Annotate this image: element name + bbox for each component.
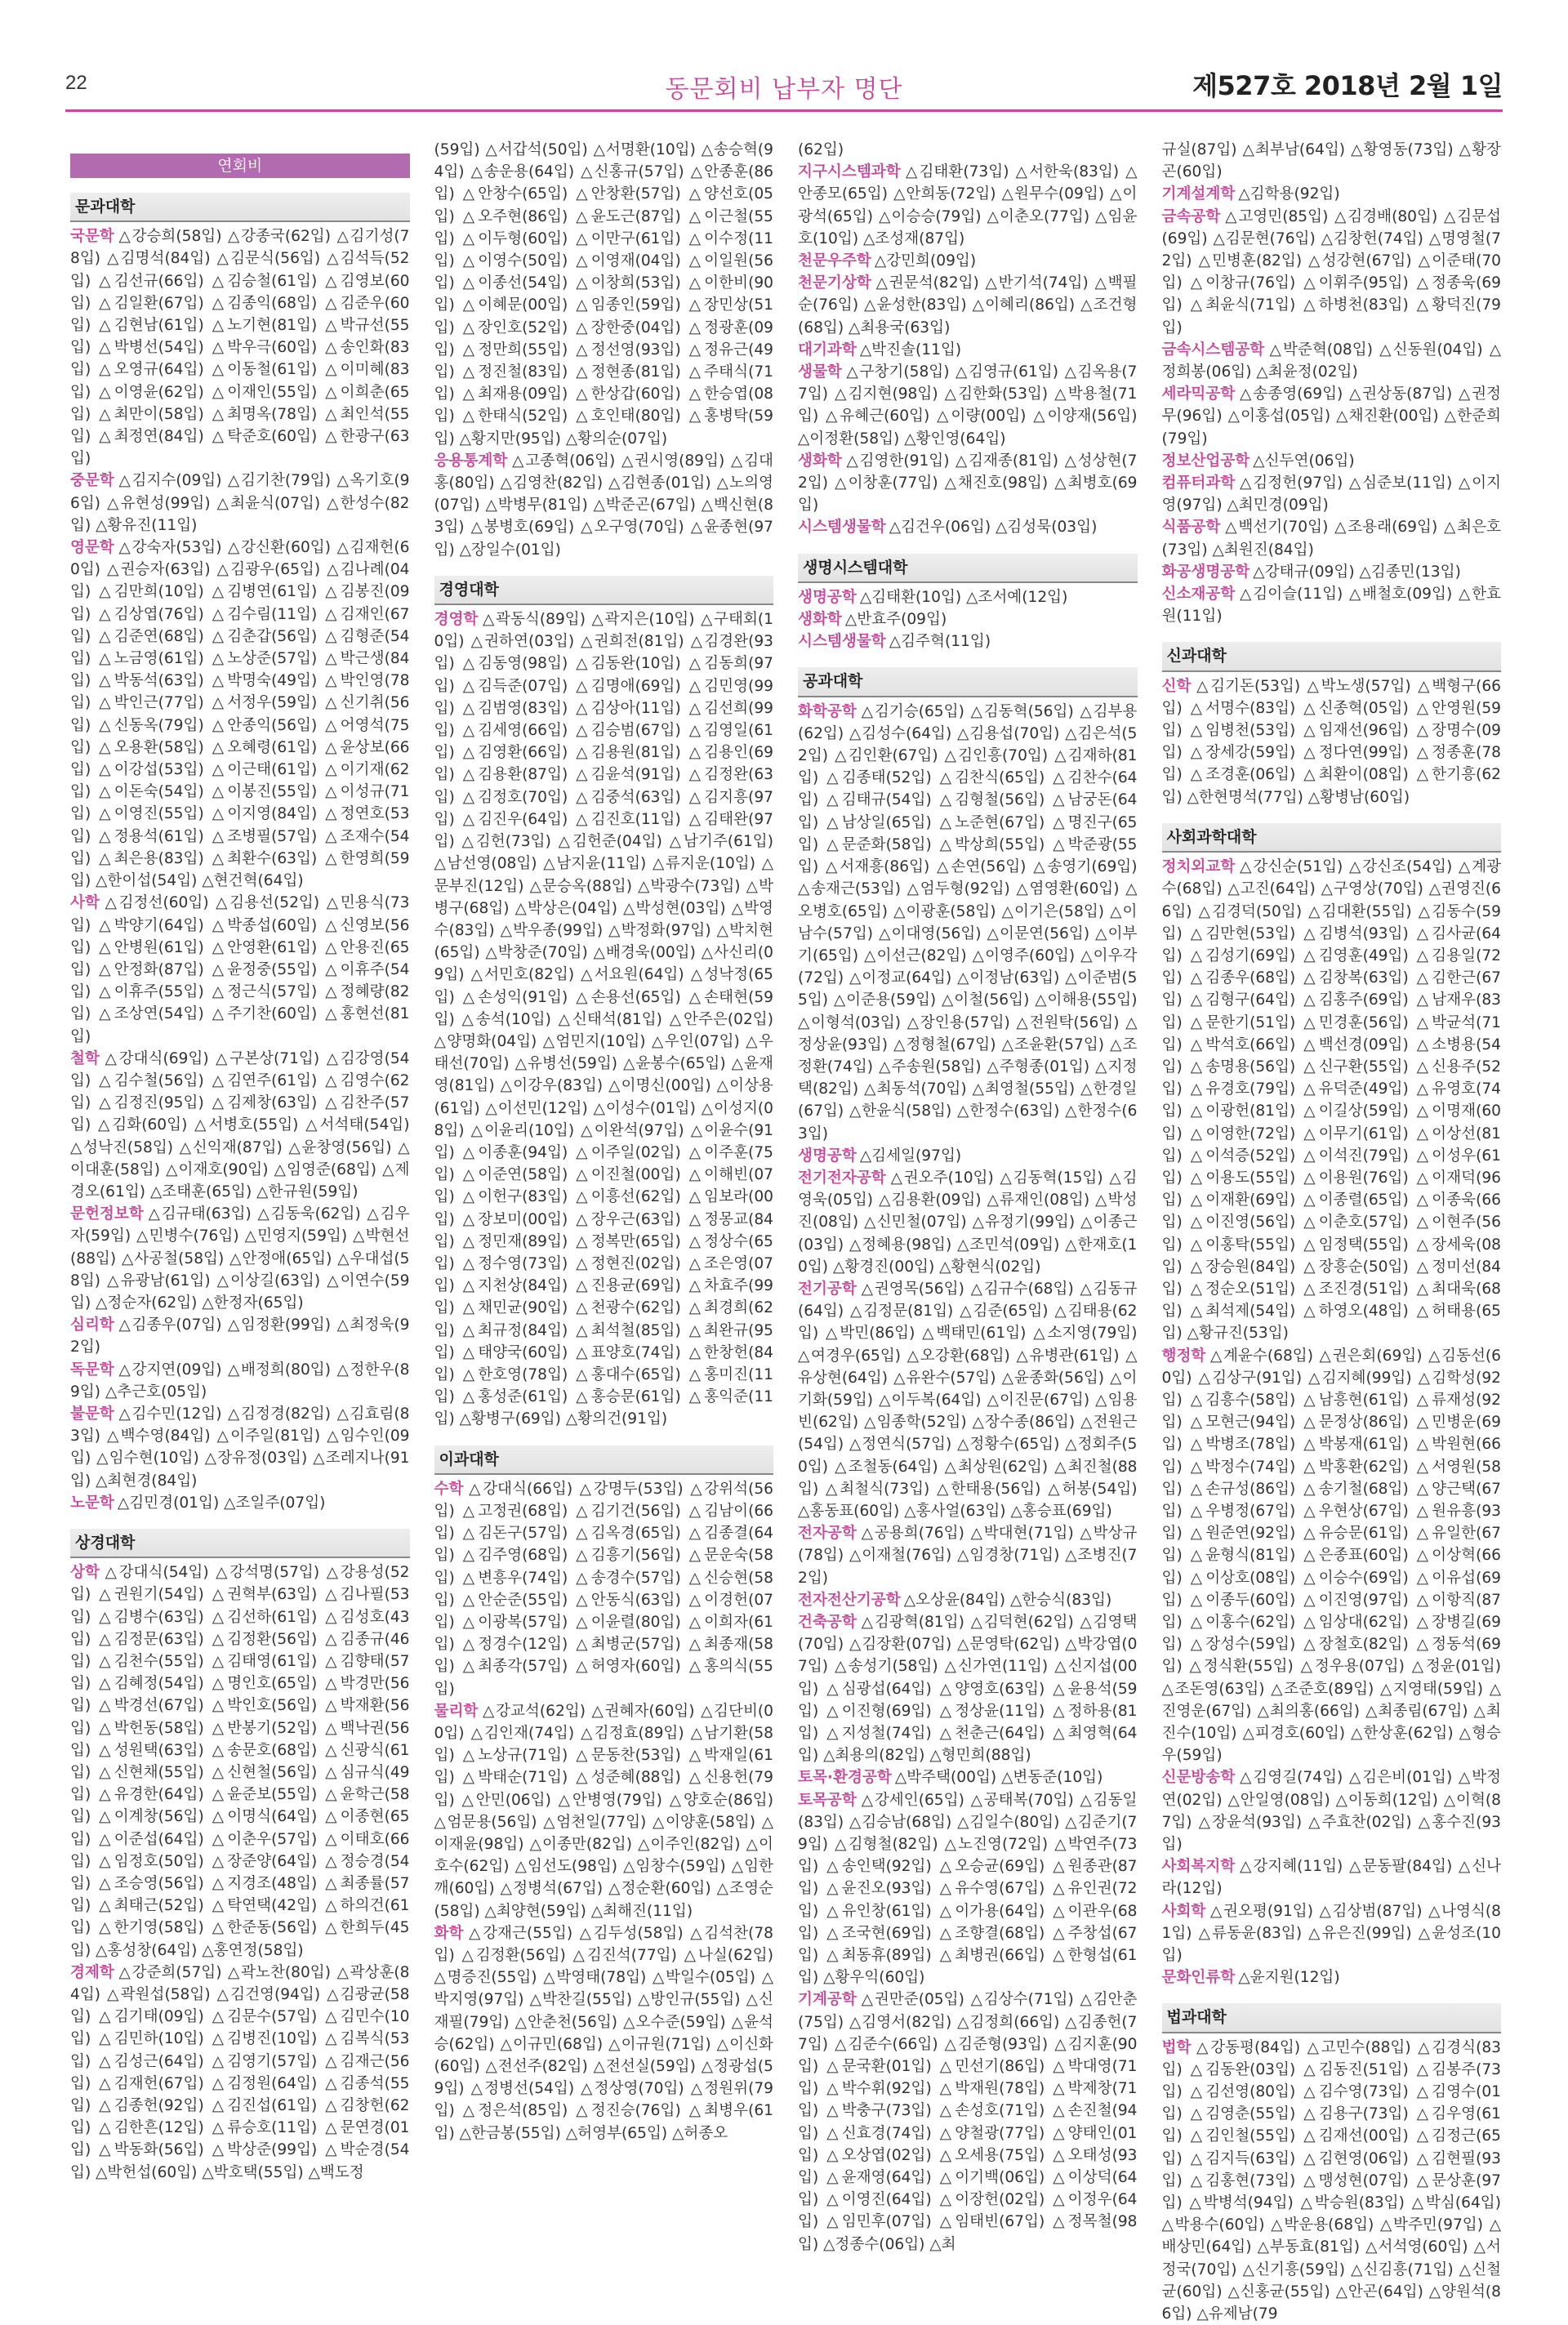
donor-names: △강태규(09입) △김종민(13입) bbox=[1253, 563, 1461, 581]
department-entry bbox=[1162, 206, 1502, 339]
department-name: 화학 bbox=[434, 1924, 464, 1942]
department-name: 불문학 bbox=[70, 1405, 114, 1423]
donor-names: △김지수(09입) △김기찬(79입) △옥기호(96입) △유현성(99입) △최윤식(07입) △한성수(82입) △황유진(11입) bbox=[70, 472, 410, 534]
department-name: 영문학 bbox=[70, 539, 114, 557]
department-name: 국문학 bbox=[70, 228, 114, 246]
department-entry bbox=[1162, 1966, 1502, 1989]
department-entry bbox=[798, 1167, 1138, 1278]
donor-names: △박주택(00입) △변동준(10입) bbox=[894, 1769, 1103, 1787]
donor-names: △김종우(07입) △임정환(99입) △최정욱(92입) bbox=[70, 1316, 410, 1356]
department-entry bbox=[70, 470, 410, 537]
department-entry bbox=[1162, 339, 1502, 383]
donor-names: △강대식(66입) △강명두(53입) △강위석(56입) △고정권(68입) △김기건(56입) △김남이(66입) △김돈구(57입) △김옥경(65입) △김종결(64입) △김주영(68입) △김흥기(56입) △문운숙(58입) △변흥우(74입) △송경수(57입) △신승현(58입) △안순준(55입) △안동식(63입) △이경헌(07입) △이광복(57입) △이윤렬(80입) △이희자(61입) △정경수(12입) △최병군(57입) △최종재(58입) △최종각(57입) △허영자(60입) △홍의식(55입) bbox=[434, 1480, 773, 1698]
donor-names: △강교석(62입) △권혜자(60입) △김단비(00입) △김인재(74입) △김정효(89입) △남기환(58입) △노상규(71입) △문동찬(53입) △박재일(61입) △박태순(71입) △성준혜(88입) △신용헌(79입) △안민(06입) △안병영(79입) △양호순(86입) △엄문용(56입) △엄천일(77입) △이양훈(58입) △이재윤(98입) △이종만(82입) △이주인(82입) △이호수(62입) △임선도(98입) △임창수(59입) △임한깨(60입) △정병석(67입) △정순환(60입) △조영순(58입) △최양현(59입) △최해진(11입) bbox=[434, 1702, 773, 1920]
department-entry bbox=[798, 701, 1138, 1145]
department-entry bbox=[798, 630, 1138, 653]
department-entry bbox=[798, 361, 1138, 450]
college-heading: 경영대학 bbox=[434, 576, 774, 605]
department-entry bbox=[70, 1359, 410, 1403]
department-entry bbox=[70, 1403, 410, 1492]
department-name: 물리학 bbox=[434, 1702, 479, 1720]
department-name: 식품공학 bbox=[1161, 519, 1221, 537]
department-name: 정치외교학 bbox=[1161, 858, 1236, 876]
section-banner: 연회비 bbox=[70, 154, 410, 178]
department-name: 신소재공학 bbox=[1161, 586, 1236, 604]
donor-names: △강승희(58입) △강종국(62입) △김기성(78입) △김명석(84입) △김문식(56입) △김석득(52입) △김선규(66입) △김승철(61입) △김영보(60입) △김일환(67입) △김종익(68입) △김준우(60입) △김현남(61입) △노기현(81입) △박규선(55입) △박병선(54입) △박우극(60입) △송인화(83입) △오영규(64입) △이동철(61입) △이미혜(83입) △이영윤(62입) △이재인(55입) △이희춘(65입) △최만이(58입) △최명옥(78입) △최인석(55입) △최정연(84입) △탁준호(60입) △한광구(63입) bbox=[70, 228, 410, 468]
donor-names: △강동평(84입) △고민수(88입) △김경식(83입) △김동완(03입) △김동진(51입) △김봉주(73입) △김선영(80입) △김수영(73입) △김영수(01입) △김영춘(55입) △김용구(73입) △김우영(61입) △김인철(55입) △김재선(00입) △김정근(65입) △김지득(63입) △김현영(06입) △김현필(93입) △김홍현(73입) △맹성현(07입) △문상훈(97입) △박병석(94입) △박승원(83입) △박심(64입) △박용수(60입) △박운용(68입) △박주민(97입) △배상민(64입) △부동효(81입) △서석영(60입) △서정국(70입) △신기흥(59입) △신김흥(71입) △신철균(60입) △신홍균(55입) △안곤(64입) △양원석(86입) △유제남(79 bbox=[1161, 2038, 1501, 2323]
department-name: 세라믹공학 bbox=[1161, 385, 1236, 403]
donor-list bbox=[70, 139, 1501, 2323]
column-1 bbox=[70, 139, 410, 2205]
donor-names: △권오주(10입) △김동혁(15입) △김영욱(05입) △김용환(09입) △류재인(08입) △박성진(08입) △신민철(07입) △유정기(99입) △이종근(03입) △정혜용(98입) △조민석(09입) △한재호(10입) △황경진(00입) △황현식(02입) bbox=[798, 1169, 1138, 1276]
department-entry bbox=[1162, 583, 1502, 627]
column-2 bbox=[434, 139, 774, 2205]
donor-names: △김기돈(53입) △박노생(57입) △백형구(66입) △서명수(83입) △신종혁(05입) △안영원(59입) △임병천(53입) △임재선(96입) △장명수(09입) △장세강(59입) △정다연(99입) △정종훈(78입) △조경훈(06입) △최환이(08입) △한기흥(62입) △한현명석(77입) △황병남(60입) bbox=[1161, 677, 1501, 806]
department-name: 신문방송학 bbox=[1161, 1769, 1236, 1787]
department-name: 천문기상학 bbox=[798, 274, 871, 292]
donor-names: △김영길(74입) △김은비(01입) △박정연(02입) △안일영(08입) △이동희(12입) △이혁(87입) △장윤석(93입) △주효찬(02입) △홍수진(93입) bbox=[1161, 1769, 1501, 1854]
department-name: 건축공학 bbox=[798, 1614, 857, 1631]
donor-names: △공용희(76입) △박대현(71입) △박상규(78입) △이재철(76입) △임경창(71입) △조병진(72입) bbox=[798, 1525, 1138, 1587]
donor-names: △김기승(65입) △김동혁(56입) △김부용(62입) △김성수(64입) △김용섭(70입) △김은석(52입) △김인환(67입) △김인흥(70입) △김재하(81입) △김종태(52입) △김찬식(65입) △김찬수(64입) △김태규(54입) △김형철(56입) △남궁돈(64입) △남상일(65입) △노준현(67입) △명진구(65입) △문준화(58입) △박상희(55입) △박준광(55입) △서재흥(86입) △손연(56입) △송영기(69입) △송재근(53입) △엄두형(92입) △염영환(60입) △오병호(65입) △이광훈(58입) △이기은(58입) △이남수(57입) △이대영(56입) △이문연(56입) △이부기(65입) △이선근(82입) △이영주(60입) △이우각(72입) △이정교(64입) △이정남(63입) △이준범(55입) △이준용(59입) △이철(56입) △이해용(55입) △이형석(03입) △장인용(57입) △전원탁(56입) △정상윤(93입) △정형철(67입) △조윤환(57입) △조정환(74입) △주송원(58입) △주형종(01입) △지정택(82입) △최동석(70입) △최영철(55입) △한경일(67입) △한윤식(58입) △한정수(63입) △한정수(63입) bbox=[798, 702, 1138, 1142]
department-name: 수학 bbox=[434, 1480, 464, 1498]
donor-names: △김광혁(81입) △김덕현(62입) △김영택(70입) △김장환(07입) △문영탁(62입) △박강엽(07입) △송성기(58입) △신가연(11입) △신지섭(00입) △심광섭(64입) △양영호(63입) △윤용석(59입) △이진형(69입) △정상윤(11입) △정하용(81입) △지성철(74입) △천춘근(64입) △최영혁(64입) △최용의(82입) △형민희(88입) bbox=[798, 1614, 1138, 1765]
department-name: 화공생명공학 bbox=[1161, 563, 1250, 581]
department-name: 화학공학 bbox=[798, 702, 857, 720]
department-name: 전자전산기공학 bbox=[798, 1591, 901, 1609]
college-heading: 사회과학대학 bbox=[1162, 823, 1502, 853]
donor-names-continued: (59입) △서갑석(50입) △서명환(10입) △송승혁(94입) △송운용(64입) △신홍규(57입) △안종훈(86입) △안창수(65입) △안창환(57입) △양선호(05입) △오주현(86입) △윤도근(87입) △이근철(55입) △이두형(60입) △이만구(61입) △이수정(11입) △이영수(50입) △이영재(04입) △이일원(56입) △이종선(54입) △이창희(53입) △이한비(90입) △이혜문(00입) △임종인(59입) △장민상(51입) △장인호(52입) △장한중(04입) △정광훈(09입) △정만희(55입) △정선영(93입) △정유근(49입) △정진철(83입) △정현종(81입) △주태식(71입) △최재용(09입) △한상갑(60입) △한승엽(08입) △한태식(52입) △호인태(80입) △홍병탁(59입) △황지만(95입) △황의순(07입) bbox=[434, 141, 773, 448]
department-entry bbox=[1162, 383, 1502, 450]
department-entry bbox=[70, 1962, 410, 2184]
donor-names: △김영한(91입) △김재종(81입) △성상현(72입) △이창훈(77입) △채진호(98입) △최병호(69입) bbox=[798, 452, 1138, 514]
donor-names-continued: 규실(87입) △최부남(64입) △황영동(73입) △황장곤(60입) bbox=[1161, 141, 1501, 181]
department-name: 생물학 bbox=[798, 363, 842, 381]
department-entry bbox=[70, 1314, 410, 1358]
department-name: 심리학 bbox=[70, 1316, 114, 1334]
department-name: 시스템생물학 bbox=[798, 633, 886, 651]
page-header bbox=[65, 62, 1503, 109]
department-entry bbox=[798, 1611, 1138, 1766]
department-entry bbox=[70, 1492, 410, 1514]
college-heading: 신과대학 bbox=[1162, 642, 1502, 671]
department-entry bbox=[70, 892, 410, 1047]
page-number: 22 bbox=[65, 72, 87, 94]
department-entry bbox=[798, 586, 1138, 608]
department-name: 철학 bbox=[70, 1049, 100, 1067]
department-entry bbox=[70, 1203, 410, 1314]
department-entry bbox=[70, 537, 410, 892]
donor-names: △김주혁(11입) bbox=[889, 633, 991, 651]
department-name: 중문학 bbox=[70, 472, 114, 490]
department-name: 문헌정보학 bbox=[70, 1205, 144, 1223]
donor-names: △김규태(63입) △김동욱(62입) △김우자(59입) △민병수(76입) △민영지(59입) △박현선(88입) △사공철(58입) △안정애(65입) △우대섭(58입) △유광남(61입) △이상길(63입) △이연수(59입) △정순자(62입) △한정자(65입) bbox=[70, 1205, 410, 1312]
donor-names: △김학용(92입) bbox=[1238, 185, 1340, 203]
donor-names: △권문석(82입) △반기석(74입) △백필순(76입) △윤성한(83입) △이혜리(86입) △조건형(68입) △최용국(63입) bbox=[798, 274, 1138, 336]
department-name: 노문학 bbox=[70, 1494, 114, 1512]
department-entry bbox=[434, 1700, 774, 1922]
department-name: 행정학 bbox=[1161, 1347, 1206, 1365]
department-entry bbox=[798, 1278, 1138, 1522]
department-entry bbox=[798, 1766, 1138, 1788]
department-entry bbox=[798, 608, 1138, 630]
department-entry bbox=[798, 450, 1138, 517]
department-name: 정보산업공학 bbox=[1161, 452, 1250, 470]
department-entry bbox=[1162, 2037, 1502, 2325]
donor-names: △고종혁(06입) △권시영(89입) △김대홍(80입) △김영찬(82입) △김현종(01입) △노의영(07입) △박병무(81입) △박준곤(67입) △백신현(83입) △봉병호(69입) △오구영(70입) △윤종현(97입) △장일수(01입) bbox=[434, 452, 773, 559]
donor-names: △구창기(58입) △김영규(61입) △김옥용(77입) △김지현(98입) △김한화(53입) △박용철(71입) △유혜근(60입) △이량(00입) △이양재(56입) △이정환(58입) △황인영(64입) bbox=[798, 363, 1138, 448]
department-entry bbox=[1162, 856, 1502, 1344]
donor-names: △김태환(73입) △서한욱(83입) △안종모(65입) △안희동(72입) △원무수(09입) △이광석(65입) △이승승(79입) △이춘오(77입) △임윤호(10입) △조성재(87입) bbox=[798, 163, 1138, 247]
department-entry bbox=[434, 1478, 774, 1700]
department-entry bbox=[1162, 1345, 1502, 1767]
department-name: 상학 bbox=[70, 1564, 100, 1582]
department-entry bbox=[1162, 516, 1502, 560]
department-name: 대기과학 bbox=[798, 341, 857, 359]
page-title: 동문회비 납부자 명단 bbox=[665, 75, 903, 104]
donor-names: △계윤수(68입) △권은회(69입) △김동선(60입) △김상구(91입) △김지혜(99입) △김학성(92입) △김흥수(58입) △남흥현(61입) △류재성(92입) △모현근(94입) △문정상(86입) △민병운(69입) △박병조(78입) △박봉재(61입) △박원현(66입) △박정수(74입) △박홍환(62입) △서영원(58입) △손규성(86입) △송기철(68입) △양근택(67입) △우병정(67입) △우현상(67입) △원유흥(93입) △원준연(92입) △유승문(61입) △유일한(67입) △윤형식(81입) △은종표(60입) △이상혁(66입) △이상호(08입) △이승수(69입) △이유섭(69입) △이종두(60입) △이진영(97입) △이항직(87입) △이홍수(62입) △임상대(62입) △장병길(69입) △장성수(59입) △장철호(82입) △정동석(69입) △정식환(55입) △정우용(07입) △정윤(01입) △조돈영(63입) △조준호(89입) △지영태(59입) △진영운(67입) △최의홍(66입) △최종림(67입) △최진수(10입) △피경호(60입) △한상훈(62입) △형승우(59입) bbox=[1161, 1347, 1501, 1765]
college-heading: 상경대학 bbox=[70, 1529, 410, 1558]
department-entry bbox=[798, 516, 1138, 538]
donor-names: △송종영(69입) △권상동(87입) △권정무(96입) △이홍섭(05입) △채진환(00입) △한준희(79입) bbox=[1161, 385, 1501, 448]
column-4 bbox=[1161, 139, 1502, 2323]
donor-names: △강숙자(53입) △강신환(60입) △김재헌(60입) △권승자(63입) △김광우(65입) △김나례(04입) △김만희(10입) △김병연(61입) △김봉진(09입) △김상엽(76입) △김수림(11입) △김재인(67입) △김준연(68입) △김춘갑(56입) △김형준(54입) △노금영(61입) △노상준(57입) △박근생(84입) △박동석(63입) △박명숙(49입) △박인영(78입) △박인근(77입) △서정우(59입) △신기취(56입) △신동옥(79입) △안종익(56입) △어영석(75입) △오용환(58입) △오혜령(61입) △윤상보(66입) △이강섭(53입) △이근태(61입) △이기재(62입) △이돈숙(54입) △이봉진(55입) △이성규(71입) △이영진(55입) △이지영(84입) △정연호(53입) △정용석(61입) △조병필(57입) △조재수(54입) △최은용(83입) △최환수(63입) △한영희(59입) △한이섭(54입) △현건혁(64입) bbox=[70, 539, 410, 890]
donor-names: △김태환(10입) △조서예(12입) bbox=[859, 588, 1068, 606]
department-entry bbox=[798, 161, 1138, 250]
department-entry bbox=[798, 272, 1138, 339]
department-name: 생화학 bbox=[798, 452, 842, 470]
department-entry bbox=[1162, 450, 1502, 472]
issue-date: 제527호 2018년 2월 1일 bbox=[1192, 70, 1503, 101]
department-entry bbox=[434, 139, 774, 450]
department-entry bbox=[798, 250, 1138, 272]
donor-names: △김세일(97입) bbox=[859, 1147, 962, 1165]
department-entry bbox=[1162, 1855, 1502, 1900]
donor-names: △김정선(60입) △김용선(52입) △민용식(73입) △박양기(64입) △박종섭(60입) △신영보(56입) △안병원(61입) △안영환(61입) △안용진(65입) △안정화(87입) △윤정중(55입) △이휴주(54입) △이휴주(55입) △정근식(57입) △정혜량(82입) △조상연(54입) △주기찬(60입) △홍현선(81입) bbox=[70, 894, 410, 1045]
department-name: 생명공학 bbox=[798, 1147, 857, 1165]
donor-names: △강대식(54입) △강석명(57입) △강용성(52입) △권원기(54입) △권혁부(63입) △김나필(53입) △김병수(63입) △김선하(61입) △김성호(43입) △김정문(63입) △김정환(56입) △김종규(46입) △김천수(55입) △김태영(61입) △김향태(57입) △김혜정(54입) △명인호(65입) △박경만(56입) △박경선(67입) △박인호(56입) △박재환(56입) △박헌동(58입) △반봉기(52입) △백낙권(56입) △성원택(63입) △송문호(68입) △신광식(61입) △신현채(55입) △신현철(56입) △심규식(49입) △유경한(64입) △윤준보(55입) △윤학근(58입) △이계창(56입) △이명식(64입) △이종현(65입) △이준섭(64입) △이춘우(57입) △이태호(66입) △임정호(50입) △장준양(64입) △정승경(54입) △조승영(56입) △지경조(48입) △최종률(57입) △최태근(52입) △탁연택(42입) △하의건(61입) △한기영(58입) △한준동(56입) △한희두(45입) △홍성창(64입) △홍연정(58입) bbox=[70, 1564, 410, 1959]
department-name: 문화인류학 bbox=[1161, 1969, 1236, 1987]
department-name: 토목공학 bbox=[798, 1791, 857, 1809]
department-entry bbox=[1162, 139, 1502, 183]
department-entry bbox=[434, 608, 774, 1431]
department-entry bbox=[70, 225, 410, 470]
department-entry bbox=[798, 1989, 1138, 2255]
donor-names: △권만준(05입) △김상수(71입) △김안춘(75입) △김영서(82입) △김정희(66입) △김종헌(77입) △김준수(66입) △김준형(93입) △김지훈(90입) △문국환(01입) △민선기(86입) △박대영(71입) △박수휘(92입) △박재원(78입) △박제창(71입) △박충구(73입) △손성호(71입) △손진철(94입) △신효경(74입) △양철광(77입) △양태인(01입) △오상엽(02입) △오세용(75입) △오태성(93입) △윤재영(64입) △이기백(06입) △이상덕(64입) △이영진(64입) △이장헌(02입) △이정우(64입) △임민후(07입) △임태빈(67입) △정목철(98입) △정종수(06입) △최 bbox=[798, 1991, 1138, 2253]
department-entry bbox=[798, 139, 1138, 161]
donor-names: △김수민(12입) △김정경(82입) △김효림(83입) △백수영(84입) △이주일(81입) △임수인(09입) △임수현(10입) △장유정(03입) △조레지나(91입) △최현경(84입) bbox=[70, 1405, 410, 1490]
department-name: 사회학 bbox=[1161, 1902, 1206, 1920]
department-name: 금속시스템공학 bbox=[1161, 341, 1265, 359]
department-name: 전자공학 bbox=[798, 1525, 857, 1543]
department-name: 경영학 bbox=[434, 611, 479, 629]
department-name: 기계설계학 bbox=[1161, 185, 1236, 203]
department-entry bbox=[1162, 472, 1502, 516]
donor-names: △강지연(09입) △배정희(80입) △정한우(89입) △추근호(05입) bbox=[70, 1361, 410, 1401]
department-entry bbox=[1162, 1900, 1502, 1967]
donor-names: △김정헌(97입) △심준보(11입) △이지영(97입) △최민경(09입) bbox=[1161, 474, 1501, 514]
department-name: 독문학 bbox=[70, 1361, 114, 1379]
department-entry bbox=[1162, 561, 1502, 583]
donor-names: △박준혁(08입) △신동원(04입) △정희봉(06입) △최윤정(02입) bbox=[1161, 341, 1501, 381]
department-name: 생화학 bbox=[798, 611, 842, 629]
department-entry bbox=[1162, 1766, 1502, 1855]
department-name: 신학 bbox=[1161, 677, 1192, 695]
donor-names: △강대식(69입) △구본상(71입) △김강영(54입) △김수철(56입) △김연주(61입) △김영수(62입) △김정진(95입) △김제창(63입) △김찬주(57입) △김화(60입) △서병호(55입) △서석태(54입) △성낙진(58입) △신익재(87입) △윤창영(56입) △이대훈(58입) △이재호(90입) △임영준(68입) △제경오(61입) △조태훈(65입) △한규원(59입) bbox=[70, 1049, 410, 1200]
donor-names: △강민희(09입) bbox=[874, 252, 977, 270]
department-name: 컴퓨터과학 bbox=[1161, 474, 1236, 492]
department-name: 응용통계학 bbox=[434, 452, 508, 470]
donor-names: △강신순(51입) △강신조(54입) △계광수(68입) △고진(64입) △구영상(70입) △권영진(66입) △김경덕(50입) △김대환(55입) △김동수(59입) △김만현(53입) △김병석(93입) △김사균(64입) △김성기(69입) △김영훈(49입) △김용일(72입) △김종우(68입) △김창복(63입) △김한근(67입) △김형구(64입) △김홍주(69입) △남재우(83입) △문한기(51입) △민경훈(56입) △박균석(71입) △박석호(66입) △백선경(09입) △소병용(54입) △송명용(56입) △신구환(55입) △신용주(52입) △유경호(79입) △유덕준(49입) △유영호(74입) △이광헌(81입) △이길상(59입) △이명재(60입) △이영한(72입) △이무기(61입) △이상선(81입) △이석증(52입) △이석진(79입) △이성우(61입) △이용도(55입) △이용원(76입) △이재덕(96입) △이재환(69입) △이종렬(65입) △이종욱(66입) △이진영(56입) △이춘호(57입) △이현주(56입) △이홍탁(55입) △임정택(55입) △장세욱(08입) △장승원(84입) △장흥순(50입) △정미선(84입) △정순오(51입) △조진경(51입) △최대욱(68입) △최석제(54입) △하영오(48입) △허태용(65입) △황규진(53입) bbox=[1161, 858, 1501, 1343]
college-heading: 공과대학 bbox=[798, 667, 1138, 697]
donor-names: △김민경(01입) △조일주(07입) bbox=[117, 1494, 326, 1512]
department-name: 법학 bbox=[1161, 2038, 1192, 2056]
column-3 bbox=[798, 139, 1138, 2253]
college-heading: 법과대학 bbox=[1162, 2003, 1502, 2033]
department-entry bbox=[1162, 675, 1502, 808]
department-entry bbox=[798, 1145, 1138, 1167]
donor-names: △반효주(09입) bbox=[844, 611, 947, 629]
donor-names: △강재근(55입) △김두성(58입) △김석찬(78입) △김정환(56입) △김진석(77입) △나실(62입) △명증진(55입) △박영태(78입) △박일수(05입) △박지영(97입) △박찬길(55입) △방인규(55입) △신재필(79입) △안춘천(56입) △오수준(59입) △윤석승(62입) △이규민(68입) △이규원(71입) △이신화(60입) △전선주(82입) △전선실(59입) △정광섭(59입) △정병선(54입) △정상영(70입) △정원위(79입) △정은석(85입) △정진승(76입) △최병우(61입) △한금봉(55입) △허영부(65입) △허종오 bbox=[434, 1924, 773, 2142]
department-entry bbox=[798, 1789, 1138, 1989]
donor-names-continued: (62입) bbox=[798, 141, 844, 158]
department-entry bbox=[70, 1561, 410, 1962]
department-entry bbox=[70, 1048, 410, 1203]
donor-names: △강준희(57입) △곽노찬(80입) △곽상훈(84입) △곽원섭(58입) △김건영(94입) △김광균(58입) △김기태(09입) △김문수(57입) △김민수(10입) △김민하(10입) △김병진(10입) △김복식(53입) △김성근(64입) △김영기(57입) △김재근(56입) △김재헌(67입) △김정원(64입) △김종석(55입) △김종헌(92입) △김진섭(61입) △김창헌(62입) △김한흔(12입) △류승호(11입) △문연경(01입) △박동화(56입) △박상준(99입) △박순경(54입) △박헌섭(60입) △박호택(55입) △백도정 bbox=[70, 1963, 410, 2181]
department-entry bbox=[798, 1589, 1138, 1611]
department-entry bbox=[1162, 183, 1502, 205]
college-heading: 문과대학 bbox=[70, 193, 410, 222]
donor-names: △강지혜(11입) △문동팔(84입) △신나라(12입) bbox=[1161, 1858, 1501, 1898]
donor-names: △신두연(06입) bbox=[1253, 452, 1355, 470]
donor-names: △권영목(56입) △김규수(68입) △김동규(64입) △김정문(81입) △김준(65입) △김태용(62입) △박민(86입) △백태민(61입) △소지영(79입) △여경우(65입) △오강환(68입) △유병관(61입) △유상현(64입) △유완수(57입) △윤종화(56입) △이기화(59입) △이두복(64입) △이진문(67입) △임용빈(62입) △임종학(52입) △장수종(86입) △전원근(54입) △정연식(57입) △정황수(65입) △정회주(50입) △조철동(64입) △최상원(62입) △최진철(88입) △최철식(73입) △한태용(56입) △허봉(54입) △홍동표(60입) △홍사얼(63입) △홍승표(69입) bbox=[798, 1280, 1138, 1520]
department-name: 생명공학 bbox=[798, 588, 857, 606]
donor-names: △윤지원(12입) bbox=[1238, 1969, 1340, 1987]
header-divider bbox=[65, 109, 1503, 112]
department-entry bbox=[798, 1522, 1138, 1589]
donor-names: △오상윤(84입) △한승식(83입) bbox=[903, 1591, 1112, 1609]
department-name: 사학 bbox=[70, 894, 100, 912]
college-heading: 생명시스템대학 bbox=[798, 554, 1138, 583]
donor-names: △권오평(91입) △김상범(87입) △나영식(81입) △류동윤(83입) △유은진(99입) △윤성조(10입) bbox=[1161, 1902, 1501, 1965]
college-heading: 이과대학 bbox=[434, 1445, 774, 1475]
department-name: 시스템생물학 bbox=[798, 519, 886, 537]
department-entry bbox=[434, 450, 774, 561]
donor-names: △백선기(70입) △조용래(69입) △최은호(73입) △최원진(84입) bbox=[1161, 519, 1501, 559]
donor-names: △김건우(06입) △김성묵(03입) bbox=[889, 519, 1098, 537]
department-name: 지구시스템과학 bbox=[798, 163, 901, 181]
department-name: 경제학 bbox=[70, 1963, 114, 1981]
donor-names: △김이슬(11입) △배철호(09입) △한효원(11입) bbox=[1161, 586, 1501, 626]
department-name: 사회복지학 bbox=[1161, 1858, 1236, 1876]
department-name: 기계공학 bbox=[798, 1991, 857, 2009]
donor-names: △곽동식(89입) △곽지은(10입) △구태회(10입) △권하연(03입) △권희전(81입) △김경완(93입) △김동영(98입) △김동완(10입) △김동희(97입) △김득준(07입) △김명애(69입) △김민영(99입) △김범영(83입) △김상아(11입) △김선희(99입) △김세영(66입) △김승범(67입) △김영일(61입) △김영환(66입) △김용원(81입) △김용인(69입) △김용환(87입) △김윤석(91입) △김정완(63입) △김정호(70입) △김중석(63입) △김지흥(97입) △김진우(64입) △김진호(11입) △김태완(97입) △김헌(73입) △김헌준(04입) △남기주(61입) △남선영(08입) △남지윤(11입) △류지운(10입) △문부진(12입) △문승옥(88입) △박광수(73입) △박병구(68입) △박상은(04입) △박성현(03입) △박영수(83입) △박우종(99입) △박정화(97입) △박치현(65입) △박창준(70입) △배경욱(00입) △사신리(09입) △서민호(82입) △서요원(64입) △성낙정(65입) △손성익(91입) △손용선(65입) △손태현(59입) △송석(10입) △신태석(81입) △안주은(02입) △양명화(04입) △엄민지(10입) △우인(07입) △우태선(70입) △유병선(59입) △윤봉수(65입) △윤재영(81입) △이강우(83입) △이명신(00입) △이상용(61입) △이선민(12입) △이성수(01입) △이성지(08입) △이윤리(10입) △이완석(97입) △이윤수(91입) △이종훈(94입) △이주일(02입) △이주훈(75입) △이준연(58입) △이진철(00입) △이해빈(07입) △이헌구(83입) △이흥선(62입) △임보라(00입) △장보미(00입) △장우근(63입) △정몽교(84입) △정민재(89입) △정복만(65입) △정상수(65입) △정수영(73입) △정현진(02입) △조은영(07입) △지천상(84입) △진용균(69입) △차효주(99입) △채민균(90입) △천광수(62입) △최경희(62입) △최규정(84입) △최석철(85입) △최완규(95입) △태양국(60입) △표양호(74입) △한창헌(84입) △한호영(78입) △홍대수(65입) △홍미진(11입) △홍성준(61입) △홍승문(61입) △홍익준(11입) △황병구(69입) △황의건(91입) bbox=[434, 611, 773, 1428]
department-name: 토목·환경공학 bbox=[798, 1769, 892, 1787]
department-name: 전기전자공학 bbox=[798, 1169, 886, 1187]
donor-names: △박진솔(11입) bbox=[859, 341, 962, 359]
donor-names: △고영민(85입) △김경배(80입) △김문섭(69입) △김문현(76입) △김창헌(74입) △명영철(72입) △민병훈(82입) △성강현(67입) △이준태(70입) △이창규(76입) △이휘주(95입) △정종욱(69입) △최윤식(71입) △하병천(83입) △황덕진(79입) bbox=[1161, 207, 1501, 336]
department-entry bbox=[798, 339, 1138, 361]
department-name: 천문우주학 bbox=[798, 252, 871, 270]
department-name: 전기공학 bbox=[798, 1280, 857, 1298]
donor-names: △강세인(65입) △공태복(70입) △김동일(83입) △김승남(68입) △김일수(80입) △김준기(79입) △김형철(82입) △노진영(72입) △박연주(73입) △송인택(92입) △오승균(69입) △원종관(87입) △윤진오(93입) △유수영(67입) △유인권(72입) △유인창(61입) △이가용(64입) △이관우(68입) △조국현(69입) △조향결(68입) △주창섭(67입) △최동휴(89입) △최병권(66입) △한형섭(61입) △황우익(60입) bbox=[798, 1791, 1138, 1987]
department-name: 금속공학 bbox=[1161, 207, 1221, 225]
department-entry bbox=[434, 1922, 774, 2145]
